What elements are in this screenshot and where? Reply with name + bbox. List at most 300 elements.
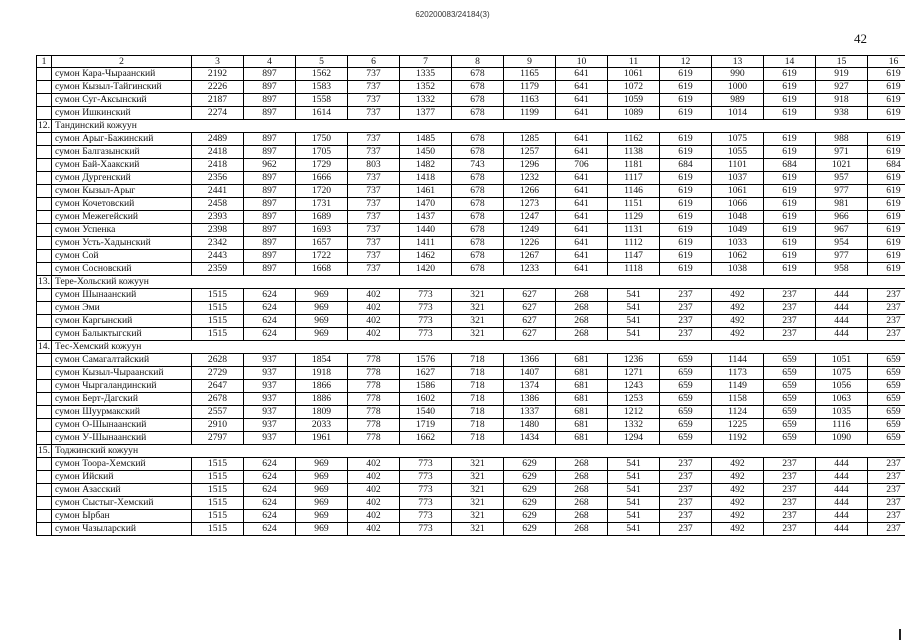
table-row	[37, 523, 905, 536]
value-cell-col-4: 624	[244, 484, 296, 497]
value-cell-col-10: 706	[556, 159, 608, 172]
value-cell-col-15: 444	[816, 289, 868, 302]
district-header-row	[37, 445, 905, 458]
value-cell-col-12: 237	[660, 484, 712, 497]
value-cell-col-3: 1515	[192, 302, 244, 315]
value-cell-col-14: 619	[764, 146, 816, 159]
value-cell-col-3: 2458	[192, 198, 244, 211]
value-cell-col-13: 1075	[712, 133, 764, 146]
value-cell-col-9: 1233	[504, 263, 556, 276]
value-cell-col-12: 237	[660, 471, 712, 484]
value-cell-col-4: 897	[244, 81, 296, 94]
value-cell-col-3: 2678	[192, 393, 244, 406]
value-cell-col-9: 1226	[504, 237, 556, 250]
district-number: 12.	[38, 120, 50, 131]
value-cell-col-4: 897	[244, 146, 296, 159]
value-cell-col-4: 624	[244, 523, 296, 536]
table-row	[37, 497, 905, 510]
municipality-name: сумон Кызыл-Тайгинский	[52, 81, 192, 94]
value-cell-col-14: 619	[764, 133, 816, 146]
column-number-8: 8	[452, 56, 504, 68]
value-cell-col-5: 1722	[296, 250, 348, 263]
column-number-15: 15	[816, 56, 868, 68]
column-number-4: 4	[244, 56, 296, 68]
value-cell-col-10: 641	[556, 172, 608, 185]
value-cell-col-16: 659	[868, 393, 905, 406]
table-row	[37, 211, 905, 224]
value-cell-col-8: 718	[452, 419, 504, 432]
value-cell-col-11: 1294	[608, 432, 660, 445]
value-cell-col-3: 2628	[192, 354, 244, 367]
value-cell-col-12: 619	[660, 185, 712, 198]
value-cell-col-10: 641	[556, 94, 608, 107]
municipality-name: сумон Чазыларский	[52, 523, 192, 536]
value-cell-col-13: 492	[712, 510, 764, 523]
value-cell-col-3: 2489	[192, 133, 244, 146]
value-cell-col-7: 1462	[400, 250, 452, 263]
value-cell-col-5: 1729	[296, 159, 348, 172]
value-cell-col-8: 321	[452, 315, 504, 328]
district-header-row	[37, 120, 905, 133]
value-cell-col-13: 1048	[712, 211, 764, 224]
value-cell-col-9: 627	[504, 328, 556, 341]
value-cell-col-9: 629	[504, 510, 556, 523]
value-cell-col-13: 492	[712, 302, 764, 315]
value-cell-col-3: 2418	[192, 159, 244, 172]
value-cell-col-13: 1000	[712, 81, 764, 94]
value-cell-col-3: 1515	[192, 484, 244, 497]
value-cell-col-14: 659	[764, 432, 816, 445]
municipality-name: сумон Бай-Хаакский	[52, 159, 192, 172]
value-cell-col-14: 619	[764, 224, 816, 237]
value-cell-col-14: 237	[764, 484, 816, 497]
value-cell-col-4: 937	[244, 354, 296, 367]
municipality-name: сумон Шуурмакский	[52, 406, 192, 419]
value-cell-col-8: 321	[452, 302, 504, 315]
value-cell-col-11: 1138	[608, 146, 660, 159]
value-cell-col-12: 237	[660, 523, 712, 536]
value-cell-col-8: 718	[452, 367, 504, 380]
row-number	[37, 133, 52, 146]
value-cell-col-4: 897	[244, 224, 296, 237]
value-cell-col-16: 237	[868, 471, 905, 484]
table-row	[37, 484, 905, 497]
value-cell-col-11: 1271	[608, 367, 660, 380]
value-cell-col-3: 2647	[192, 380, 244, 393]
value-cell-col-11: 1236	[608, 354, 660, 367]
value-cell-col-7: 1482	[400, 159, 452, 172]
municipality-name: сумон Балгазынский	[52, 146, 192, 159]
value-cell-col-7: 773	[400, 458, 452, 471]
value-cell-col-11: 541	[608, 510, 660, 523]
value-cell-col-7: 1662	[400, 432, 452, 445]
value-cell-col-11: 1072	[608, 81, 660, 94]
value-cell-col-5: 969	[296, 497, 348, 510]
value-cell-col-14: 237	[764, 497, 816, 510]
value-cell-col-11: 1253	[608, 393, 660, 406]
table-row	[37, 419, 905, 432]
value-cell-col-6: 737	[348, 94, 400, 107]
value-cell-col-12: 619	[660, 250, 712, 263]
value-cell-col-12: 659	[660, 354, 712, 367]
value-cell-col-7: 1461	[400, 185, 452, 198]
value-cell-col-5: 1866	[296, 380, 348, 393]
value-cell-col-15: 977	[816, 185, 868, 198]
value-cell-col-9: 1386	[504, 393, 556, 406]
municipality-name: сумон Кочетовский	[52, 198, 192, 211]
value-cell-col-8: 718	[452, 393, 504, 406]
value-cell-col-7: 1485	[400, 133, 452, 146]
value-cell-col-14: 659	[764, 406, 816, 419]
district-header-row	[37, 341, 905, 354]
value-cell-col-15: 444	[816, 302, 868, 315]
tariff-table	[36, 55, 905, 536]
value-cell-col-16: 659	[868, 354, 905, 367]
value-cell-col-14: 619	[764, 94, 816, 107]
row-number	[37, 432, 52, 445]
value-cell-col-6: 402	[348, 328, 400, 341]
value-cell-col-3: 2418	[192, 146, 244, 159]
value-cell-col-7: 1411	[400, 237, 452, 250]
value-cell-col-10: 681	[556, 393, 608, 406]
row-number	[37, 380, 52, 393]
value-cell-col-16: 619	[868, 81, 905, 94]
value-cell-col-15: 444	[816, 328, 868, 341]
value-cell-col-12: 659	[660, 393, 712, 406]
value-cell-col-14: 619	[764, 185, 816, 198]
row-number	[37, 367, 52, 380]
value-cell-col-15: 919	[816, 68, 868, 81]
value-cell-col-11: 541	[608, 484, 660, 497]
value-cell-col-6: 778	[348, 393, 400, 406]
value-cell-col-14: 237	[764, 302, 816, 315]
value-cell-col-13: 1225	[712, 419, 764, 432]
value-cell-col-11: 1212	[608, 406, 660, 419]
value-cell-col-12: 619	[660, 68, 712, 81]
value-cell-col-7: 1602	[400, 393, 452, 406]
value-cell-col-7: 773	[400, 484, 452, 497]
value-cell-col-4: 897	[244, 172, 296, 185]
municipality-name: сумон Азасский	[52, 484, 192, 497]
value-cell-col-10: 641	[556, 107, 608, 120]
table-row	[37, 510, 905, 523]
value-cell-col-10: 641	[556, 250, 608, 263]
value-cell-col-4: 937	[244, 406, 296, 419]
value-cell-col-11: 1147	[608, 250, 660, 263]
table-row	[37, 81, 905, 94]
document-id: 620200083/24184(3)	[415, 10, 490, 19]
value-cell-col-5: 1720	[296, 185, 348, 198]
table-row	[37, 289, 905, 302]
value-cell-col-10: 268	[556, 458, 608, 471]
value-cell-col-3: 1515	[192, 289, 244, 302]
value-cell-col-9: 1296	[504, 159, 556, 172]
row-number	[37, 523, 52, 536]
value-cell-col-8: 743	[452, 159, 504, 172]
district-number: 14.	[38, 341, 50, 352]
value-cell-col-5: 1918	[296, 367, 348, 380]
value-cell-col-15: 1075	[816, 367, 868, 380]
municipality-name: сумон Ишкинский	[52, 107, 192, 120]
value-cell-col-12: 619	[660, 107, 712, 120]
value-cell-col-14: 659	[764, 380, 816, 393]
value-cell-col-3: 2557	[192, 406, 244, 419]
value-cell-col-4: 624	[244, 497, 296, 510]
value-cell-col-10: 641	[556, 68, 608, 81]
value-cell-col-7: 1540	[400, 406, 452, 419]
table-row	[37, 406, 905, 419]
row-number	[37, 354, 52, 367]
value-cell-col-11: 541	[608, 328, 660, 341]
value-cell-col-6: 778	[348, 432, 400, 445]
value-cell-col-10: 268	[556, 315, 608, 328]
value-cell-col-6: 737	[348, 146, 400, 159]
value-cell-col-4: 937	[244, 419, 296, 432]
value-cell-col-10: 268	[556, 523, 608, 536]
value-cell-col-16: 619	[868, 68, 905, 81]
value-cell-col-12: 619	[660, 237, 712, 250]
value-cell-col-5: 1854	[296, 354, 348, 367]
table-row	[37, 237, 905, 250]
value-cell-col-7: 1627	[400, 367, 452, 380]
value-cell-col-12: 237	[660, 289, 712, 302]
value-cell-col-7: 1719	[400, 419, 452, 432]
value-cell-col-11: 1129	[608, 211, 660, 224]
value-cell-col-14: 619	[764, 250, 816, 263]
value-cell-col-7: 1450	[400, 146, 452, 159]
value-cell-col-4: 937	[244, 380, 296, 393]
value-cell-col-5: 969	[296, 289, 348, 302]
value-cell-col-4: 897	[244, 94, 296, 107]
value-cell-col-3: 2356	[192, 172, 244, 185]
value-cell-col-10: 641	[556, 185, 608, 198]
value-cell-col-16: 619	[868, 237, 905, 250]
value-cell-col-11: 1089	[608, 107, 660, 120]
header-row	[37, 56, 905, 68]
row-number	[37, 146, 52, 159]
table-row	[37, 367, 905, 380]
value-cell-col-14: 659	[764, 354, 816, 367]
municipality-name: сумон Кызыл-Чыраанский	[52, 367, 192, 380]
row-number	[37, 510, 52, 523]
row-number	[37, 94, 52, 107]
column-number-3: 3	[192, 56, 244, 68]
row-number	[37, 68, 52, 81]
municipality-name: сумон Дургенский	[52, 172, 192, 185]
municipality-name: сумон Ырбан	[52, 510, 192, 523]
value-cell-col-16: 684	[868, 159, 905, 172]
value-cell-col-6: 737	[348, 211, 400, 224]
value-cell-col-13: 989	[712, 94, 764, 107]
column-number-12: 12	[660, 56, 712, 68]
value-cell-col-6: 737	[348, 133, 400, 146]
value-cell-col-15: 971	[816, 146, 868, 159]
value-cell-col-10: 268	[556, 471, 608, 484]
value-cell-col-5: 1961	[296, 432, 348, 445]
value-cell-col-9: 1374	[504, 380, 556, 393]
value-cell-col-9: 627	[504, 315, 556, 328]
value-cell-col-11: 1118	[608, 263, 660, 276]
row-number	[37, 289, 52, 302]
municipality-name: сумон Балыктыгский	[52, 328, 192, 341]
municipality-name: сумон Межегейский	[52, 211, 192, 224]
value-cell-col-9: 1267	[504, 250, 556, 263]
value-cell-col-3: 1515	[192, 523, 244, 536]
value-cell-col-11: 1059	[608, 94, 660, 107]
value-cell-col-12: 619	[660, 146, 712, 159]
value-cell-col-16: 619	[868, 172, 905, 185]
value-cell-col-9: 629	[504, 458, 556, 471]
value-cell-col-11: 1151	[608, 198, 660, 211]
table-row	[37, 185, 905, 198]
value-cell-col-16: 237	[868, 315, 905, 328]
table-row	[37, 263, 905, 276]
value-cell-col-13: 1149	[712, 380, 764, 393]
value-cell-col-7: 773	[400, 523, 452, 536]
value-cell-col-9: 1249	[504, 224, 556, 237]
value-cell-col-7: 773	[400, 510, 452, 523]
value-cell-col-16: 237	[868, 289, 905, 302]
table-row	[37, 458, 905, 471]
value-cell-col-4: 624	[244, 510, 296, 523]
value-cell-col-5: 969	[296, 510, 348, 523]
column-number-5: 5	[296, 56, 348, 68]
value-cell-col-13: 492	[712, 289, 764, 302]
value-cell-col-5: 969	[296, 523, 348, 536]
value-cell-col-9: 1179	[504, 81, 556, 94]
value-cell-col-4: 962	[244, 159, 296, 172]
row-number	[37, 263, 52, 276]
value-cell-col-16: 237	[868, 328, 905, 341]
value-cell-col-13: 1061	[712, 185, 764, 198]
row-number	[37, 211, 52, 224]
value-cell-col-15: 444	[816, 458, 868, 471]
value-cell-col-10: 641	[556, 211, 608, 224]
value-cell-col-8: 321	[452, 458, 504, 471]
value-cell-col-13: 492	[712, 523, 764, 536]
value-cell-col-4: 897	[244, 237, 296, 250]
municipality-name: сумон Чыргаландинский	[52, 380, 192, 393]
value-cell-col-8: 678	[452, 237, 504, 250]
value-cell-col-12: 659	[660, 419, 712, 432]
value-cell-col-8: 678	[452, 68, 504, 81]
value-cell-col-8: 321	[452, 471, 504, 484]
value-cell-col-15: 981	[816, 198, 868, 211]
municipality-name: сумон Кызыл-Арыг	[52, 185, 192, 198]
value-cell-col-5: 969	[296, 328, 348, 341]
value-cell-col-8: 678	[452, 94, 504, 107]
value-cell-col-9: 629	[504, 497, 556, 510]
value-cell-col-5: 1666	[296, 172, 348, 185]
value-cell-col-6: 803	[348, 159, 400, 172]
value-cell-col-5: 1668	[296, 263, 348, 276]
row-number	[37, 224, 52, 237]
value-cell-col-6: 778	[348, 406, 400, 419]
value-cell-col-16: 659	[868, 367, 905, 380]
table-row	[37, 471, 905, 484]
district-number: 13.	[38, 276, 50, 287]
value-cell-col-9: 1337	[504, 406, 556, 419]
value-cell-col-12: 237	[660, 328, 712, 341]
value-cell-col-13: 990	[712, 68, 764, 81]
row-number	[37, 107, 52, 120]
value-cell-col-4: 897	[244, 211, 296, 224]
value-cell-col-14: 619	[764, 68, 816, 81]
value-cell-col-14: 619	[764, 198, 816, 211]
value-cell-col-8: 321	[452, 289, 504, 302]
value-cell-col-3: 2797	[192, 432, 244, 445]
value-cell-col-12: 684	[660, 159, 712, 172]
value-cell-col-5: 2033	[296, 419, 348, 432]
value-cell-col-7: 773	[400, 328, 452, 341]
value-cell-col-8: 321	[452, 484, 504, 497]
value-cell-col-3: 2226	[192, 81, 244, 94]
value-cell-col-5: 969	[296, 315, 348, 328]
value-cell-col-16: 619	[868, 133, 905, 146]
value-cell-col-11: 541	[608, 523, 660, 536]
municipality-name: сумон Ийский	[52, 471, 192, 484]
value-cell-col-13: 1055	[712, 146, 764, 159]
value-cell-col-9: 627	[504, 289, 556, 302]
value-cell-col-6: 402	[348, 523, 400, 536]
value-cell-col-9: 629	[504, 471, 556, 484]
value-cell-col-14: 619	[764, 107, 816, 120]
value-cell-col-15: 927	[816, 81, 868, 94]
value-cell-col-15: 444	[816, 315, 868, 328]
value-cell-col-3: 2910	[192, 419, 244, 432]
value-cell-col-10: 268	[556, 497, 608, 510]
value-cell-col-5: 969	[296, 458, 348, 471]
value-cell-col-16: 237	[868, 523, 905, 536]
value-cell-col-3: 1515	[192, 497, 244, 510]
table-row	[37, 354, 905, 367]
value-cell-col-4: 897	[244, 198, 296, 211]
municipality-name: сумон Сыстыг-Хемский	[52, 497, 192, 510]
value-cell-col-10: 268	[556, 289, 608, 302]
value-cell-col-15: 938	[816, 107, 868, 120]
value-cell-col-4: 937	[244, 367, 296, 380]
value-cell-col-5: 1562	[296, 68, 348, 81]
value-cell-col-7: 1470	[400, 198, 452, 211]
value-cell-col-5: 1657	[296, 237, 348, 250]
value-cell-col-11: 1112	[608, 237, 660, 250]
value-cell-col-4: 624	[244, 315, 296, 328]
value-cell-col-8: 678	[452, 185, 504, 198]
page-number: 42	[854, 31, 867, 46]
value-cell-col-5: 1693	[296, 224, 348, 237]
municipality-name: сумон О-Шынаанский	[52, 419, 192, 432]
value-cell-col-13: 492	[712, 471, 764, 484]
value-cell-col-8: 678	[452, 146, 504, 159]
column-number-6: 6	[348, 56, 400, 68]
value-cell-col-10: 268	[556, 302, 608, 315]
column-number-11: 11	[608, 56, 660, 68]
value-cell-col-7: 773	[400, 302, 452, 315]
value-cell-col-3: 2187	[192, 94, 244, 107]
value-cell-col-3: 2342	[192, 237, 244, 250]
value-cell-col-12: 619	[660, 94, 712, 107]
table-row	[37, 107, 905, 120]
value-cell-col-6: 737	[348, 81, 400, 94]
table-row	[37, 432, 905, 445]
value-cell-col-15: 954	[816, 237, 868, 250]
value-cell-col-8: 321	[452, 523, 504, 536]
value-cell-col-6: 402	[348, 510, 400, 523]
value-cell-col-12: 619	[660, 198, 712, 211]
row-number	[37, 185, 52, 198]
value-cell-col-6: 402	[348, 289, 400, 302]
value-cell-col-8: 321	[452, 328, 504, 341]
